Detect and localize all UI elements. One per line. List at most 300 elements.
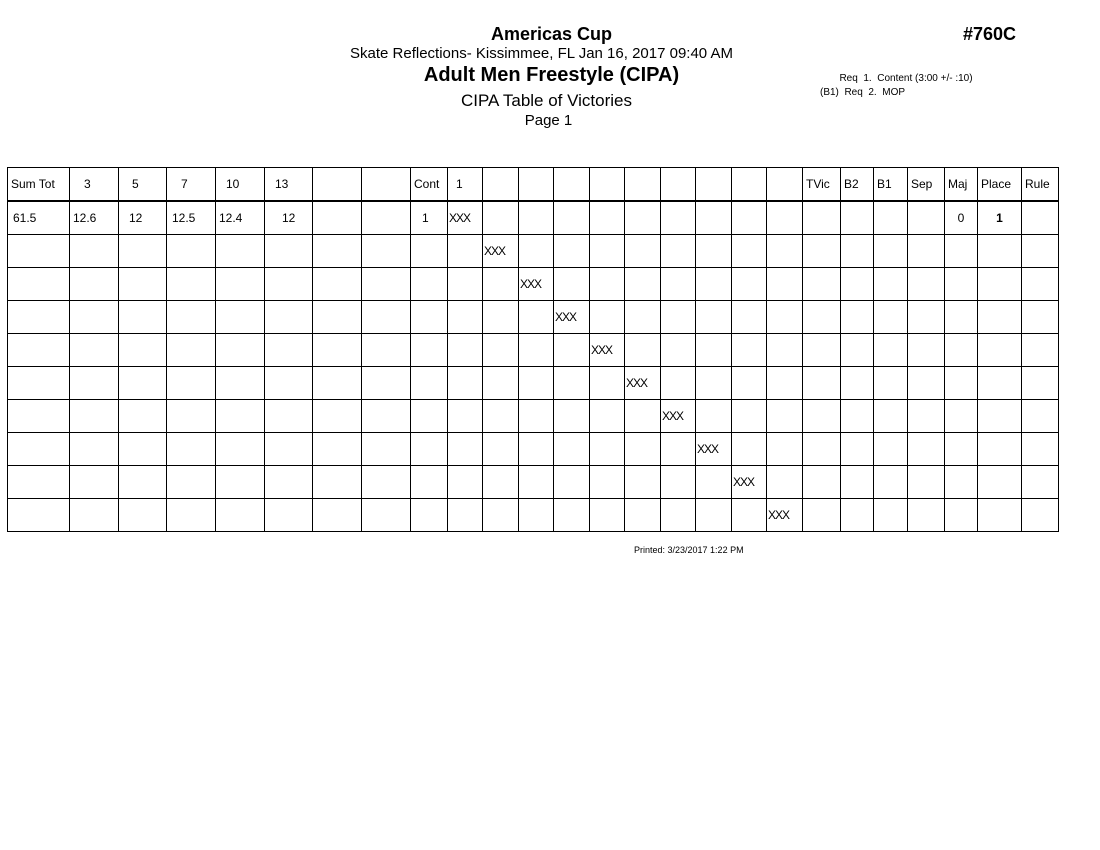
table-cell	[362, 201, 411, 235]
table-cell	[167, 301, 216, 334]
table-cell	[448, 235, 483, 268]
table-cell	[661, 301, 696, 334]
table-cell	[119, 466, 167, 499]
table-cell	[732, 268, 767, 301]
table-cell	[448, 268, 483, 301]
table-cell	[978, 301, 1022, 334]
table-cell	[265, 499, 313, 532]
table-row	[8, 433, 1059, 466]
table-cell	[803, 367, 841, 400]
column-header	[767, 168, 803, 202]
table-cell	[945, 466, 978, 499]
self-comparison-mark: XXX	[767, 499, 803, 532]
table-cell	[732, 433, 767, 466]
table-cell	[448, 499, 483, 532]
table-row	[8, 334, 1059, 367]
table-cell	[411, 499, 448, 532]
table-cell	[70, 499, 119, 532]
table-cell	[119, 400, 167, 433]
table-cell	[554, 201, 590, 235]
table-cell	[767, 268, 803, 301]
table-cell	[625, 466, 661, 499]
table-cell	[119, 433, 167, 466]
table-cell	[945, 433, 978, 466]
table-cell	[978, 235, 1022, 268]
requirement-1: Req 1. Content (3:00 +/- :10)	[820, 73, 973, 84]
table-cell	[313, 433, 362, 466]
table-cell	[313, 235, 362, 268]
table-cell	[411, 400, 448, 433]
table-cell	[841, 268, 874, 301]
table-cell	[661, 367, 696, 400]
table-cell: 12	[265, 201, 313, 235]
table-cell	[590, 268, 625, 301]
table-cell	[908, 301, 945, 334]
table-cell	[908, 433, 945, 466]
table-cell	[625, 499, 661, 532]
table-cell	[265, 235, 313, 268]
table-cell	[70, 334, 119, 367]
table-cell	[803, 301, 841, 334]
event-name: Adult Men Freestyle (CIPA)	[423, 64, 680, 86]
table-cell	[216, 400, 265, 433]
event-code: #760C	[963, 24, 1017, 44]
table-cell	[661, 334, 696, 367]
table-cell	[1022, 433, 1059, 466]
table-cell	[448, 433, 483, 466]
table-cell	[448, 301, 483, 334]
self-comparison-mark: XXX	[590, 334, 625, 367]
table-cell	[696, 334, 732, 367]
table-cell	[696, 201, 732, 235]
table-cell	[945, 268, 978, 301]
table-cell	[8, 268, 70, 301]
table-cell	[590, 201, 625, 235]
column-header: B1	[874, 168, 908, 202]
table-cell	[1022, 367, 1059, 400]
table-cell	[483, 499, 519, 532]
table-cell	[908, 201, 945, 235]
column-header	[362, 168, 411, 202]
page-number: Page 1	[524, 112, 573, 129]
column-header: 7	[167, 168, 216, 202]
table-cell	[803, 235, 841, 268]
table-cell	[519, 201, 554, 235]
table-cell: 12.4	[216, 201, 265, 235]
table-cell	[874, 400, 908, 433]
table-cell	[696, 301, 732, 334]
table-cell	[216, 433, 265, 466]
table-cell	[519, 334, 554, 367]
table-cell	[8, 301, 70, 334]
table-cell	[70, 235, 119, 268]
table-cell	[945, 400, 978, 433]
table-cell	[167, 334, 216, 367]
table-cell	[625, 235, 661, 268]
table-cell	[1022, 301, 1059, 334]
table-cell	[265, 367, 313, 400]
table-cell	[216, 235, 265, 268]
table-cell	[767, 400, 803, 433]
printed-timestamp: Printed: 3/23/2017 1:22 PM	[634, 545, 744, 555]
table-cell	[908, 400, 945, 433]
table-cell	[362, 301, 411, 334]
table-cell	[483, 268, 519, 301]
table-cell	[362, 466, 411, 499]
table-cell	[8, 433, 70, 466]
table-row	[8, 235, 1059, 268]
table-cell	[1022, 334, 1059, 367]
table-cell	[874, 367, 908, 400]
table-cell	[167, 466, 216, 499]
table-cell	[70, 367, 119, 400]
table-cell	[8, 334, 70, 367]
column-header	[483, 168, 519, 202]
self-comparison-mark: XXX	[732, 466, 767, 499]
table-row	[8, 201, 1059, 235]
table-cell	[362, 334, 411, 367]
column-header: B2	[841, 168, 874, 202]
column-header: 10	[216, 168, 265, 202]
column-header	[313, 168, 362, 202]
table-cell	[1022, 400, 1059, 433]
table-cell	[625, 334, 661, 367]
table-cell	[554, 433, 590, 466]
table-cell	[313, 367, 362, 400]
table-cell	[732, 400, 767, 433]
table-cell	[167, 235, 216, 268]
table-cell	[519, 235, 554, 268]
table-cell	[732, 499, 767, 532]
table-cell	[841, 334, 874, 367]
table-cell	[483, 201, 519, 235]
table-cell	[908, 367, 945, 400]
table-cell	[119, 499, 167, 532]
table-cell	[696, 499, 732, 532]
table-cell	[554, 400, 590, 433]
column-header	[519, 168, 554, 202]
table-cell	[411, 235, 448, 268]
table-cell	[696, 268, 732, 301]
table-cell	[8, 400, 70, 433]
table-cell: 12.5	[167, 201, 216, 235]
table-cell	[696, 466, 732, 499]
table-title: CIPA Table of Victories	[460, 91, 633, 110]
table-cell	[265, 268, 313, 301]
table-cell	[265, 400, 313, 433]
requirement-2: (B1) Req 2. MOP	[820, 87, 906, 98]
table-cell	[362, 367, 411, 400]
table-cell	[554, 235, 590, 268]
table-cell	[803, 400, 841, 433]
header-row	[8, 168, 1059, 202]
table-cell	[313, 400, 362, 433]
table-cell	[732, 334, 767, 367]
table-cell	[908, 466, 945, 499]
table-cell	[945, 301, 978, 334]
table-cell	[767, 334, 803, 367]
table-cell	[803, 334, 841, 367]
table-cell	[978, 499, 1022, 532]
table-cell	[874, 499, 908, 532]
table-cell	[313, 499, 362, 532]
table-cell	[945, 334, 978, 367]
table-cell	[167, 499, 216, 532]
table-cell	[978, 334, 1022, 367]
self-comparison-mark: XXX	[554, 301, 590, 334]
table-cell	[265, 334, 313, 367]
table-cell	[448, 400, 483, 433]
table-cell	[483, 433, 519, 466]
table-cell	[411, 367, 448, 400]
table-cell	[841, 235, 874, 268]
table-cell	[803, 201, 841, 235]
table-cell	[590, 499, 625, 532]
table-cell	[978, 433, 1022, 466]
table-cell	[216, 334, 265, 367]
table-cell	[696, 400, 732, 433]
table-cell	[362, 235, 411, 268]
table-cell	[874, 334, 908, 367]
table-cell	[767, 201, 803, 235]
table-cell	[70, 400, 119, 433]
table-cell: 12	[119, 201, 167, 235]
table-cell	[554, 466, 590, 499]
table-cell	[767, 433, 803, 466]
table-cell	[874, 466, 908, 499]
table-cell	[519, 301, 554, 334]
column-header: 5	[119, 168, 167, 202]
table-cell	[313, 268, 362, 301]
table-cell	[978, 367, 1022, 400]
table-cell	[841, 433, 874, 466]
table-cell	[70, 433, 119, 466]
table-cell	[8, 235, 70, 268]
table-row	[8, 301, 1059, 334]
column-header: Sum Tot	[8, 168, 70, 202]
table-cell	[167, 400, 216, 433]
table-cell	[696, 235, 732, 268]
table-cell	[411, 334, 448, 367]
table-row	[8, 466, 1059, 499]
table-row	[8, 499, 1059, 532]
table-cell	[313, 301, 362, 334]
self-comparison-mark: XXX	[519, 268, 554, 301]
table-cell	[313, 201, 362, 235]
table-cell	[519, 367, 554, 400]
table-cell	[70, 268, 119, 301]
self-comparison-mark: XXX	[483, 235, 519, 268]
table-cell	[411, 433, 448, 466]
table-cell	[119, 268, 167, 301]
column-header	[696, 168, 732, 202]
table-cell	[167, 433, 216, 466]
table-cell	[874, 301, 908, 334]
column-header: Sep	[908, 168, 945, 202]
self-comparison-mark: XXX	[661, 400, 696, 433]
table-cell	[265, 466, 313, 499]
column-header	[661, 168, 696, 202]
table-cell	[119, 301, 167, 334]
table-cell	[411, 301, 448, 334]
table-cell	[216, 499, 265, 532]
column-header: TVic	[803, 168, 841, 202]
table-cell	[590, 301, 625, 334]
table-cell	[945, 235, 978, 268]
table-cell	[978, 400, 1022, 433]
table-row	[8, 367, 1059, 400]
table-cell	[661, 433, 696, 466]
column-header: 1	[448, 168, 483, 202]
table-cell	[803, 499, 841, 532]
table-cell	[661, 235, 696, 268]
table-cell	[625, 400, 661, 433]
table-cell	[945, 499, 978, 532]
table-cell	[661, 499, 696, 532]
table-cell	[590, 367, 625, 400]
table-cell	[554, 499, 590, 532]
table-cell	[519, 466, 554, 499]
table-cell	[167, 268, 216, 301]
table-cell	[625, 268, 661, 301]
column-header: Maj	[945, 168, 978, 202]
table-cell: 0	[945, 201, 978, 235]
table-cell	[661, 466, 696, 499]
table-cell	[313, 334, 362, 367]
table-cell	[841, 201, 874, 235]
column-header: 13	[265, 168, 313, 202]
table-cell	[908, 499, 945, 532]
table-cell	[908, 268, 945, 301]
table-cell	[590, 400, 625, 433]
table-cell	[978, 466, 1022, 499]
table-cell	[483, 367, 519, 400]
table-cell: 1	[978, 201, 1022, 235]
table-cell: 1	[411, 201, 448, 235]
table-cell	[483, 466, 519, 499]
competition-title: Americas Cup	[490, 24, 613, 44]
column-header	[554, 168, 590, 202]
table-cell	[448, 367, 483, 400]
table-cell	[590, 235, 625, 268]
table-cell	[661, 201, 696, 235]
column-header	[590, 168, 625, 202]
table-cell	[978, 268, 1022, 301]
table-cell	[625, 433, 661, 466]
table-cell	[119, 367, 167, 400]
table-cell	[767, 466, 803, 499]
table-cell	[767, 235, 803, 268]
table-cell	[803, 268, 841, 301]
column-header: Rule	[1022, 168, 1059, 202]
table-cell	[70, 301, 119, 334]
table-cell	[362, 499, 411, 532]
table-cell: 61.5	[8, 201, 70, 235]
table-cell	[841, 400, 874, 433]
table-cell	[216, 268, 265, 301]
table-row	[8, 400, 1059, 433]
table-cell	[411, 466, 448, 499]
table-cell	[874, 268, 908, 301]
table-cell	[483, 334, 519, 367]
table-cell: 12.6	[70, 201, 119, 235]
table-cell	[874, 201, 908, 235]
table-cell	[590, 466, 625, 499]
table-cell	[216, 466, 265, 499]
table-cell	[216, 301, 265, 334]
table-cell	[803, 466, 841, 499]
table-cell	[908, 235, 945, 268]
table-cell	[841, 301, 874, 334]
table-cell	[362, 268, 411, 301]
table-cell	[803, 433, 841, 466]
table-cell	[519, 400, 554, 433]
column-header: 3	[70, 168, 119, 202]
self-comparison-mark: XXX	[448, 201, 483, 235]
self-comparison-mark: XXX	[696, 433, 732, 466]
victories-table	[7, 167, 1059, 532]
table-cell	[8, 499, 70, 532]
table-cell	[732, 301, 767, 334]
table-row	[8, 268, 1059, 301]
table-cell	[1022, 201, 1059, 235]
table-cell	[841, 466, 874, 499]
table-cell	[448, 466, 483, 499]
table-cell	[767, 367, 803, 400]
table-cell	[732, 235, 767, 268]
table-cell	[767, 301, 803, 334]
column-header: Place	[978, 168, 1022, 202]
table-cell	[625, 201, 661, 235]
table-cell	[519, 499, 554, 532]
table-cell	[908, 334, 945, 367]
table-cell	[119, 334, 167, 367]
table-cell	[70, 466, 119, 499]
table-cell	[554, 268, 590, 301]
table-cell	[590, 433, 625, 466]
venue-datetime: Skate Reflections- Kissimmee, FL Jan 16, 2017 09:40 AM	[350, 45, 733, 62]
table-cell	[945, 367, 978, 400]
table-cell	[1022, 466, 1059, 499]
table-cell	[841, 367, 874, 400]
table-cell	[1022, 499, 1059, 532]
table-cell	[554, 334, 590, 367]
table-cell	[448, 334, 483, 367]
table-cell	[554, 367, 590, 400]
table-cell	[313, 466, 362, 499]
table-cell	[625, 301, 661, 334]
table-cell	[1022, 268, 1059, 301]
table-cell	[216, 367, 265, 400]
table-cell	[483, 400, 519, 433]
table-cell	[841, 499, 874, 532]
table-cell	[732, 367, 767, 400]
table-cell	[265, 433, 313, 466]
table-cell	[8, 367, 70, 400]
table-cell	[411, 268, 448, 301]
column-header	[625, 168, 661, 202]
table-cell	[167, 367, 216, 400]
table-cell	[874, 235, 908, 268]
table-cell	[265, 301, 313, 334]
column-header: Cont	[411, 168, 448, 202]
table-cell	[119, 235, 167, 268]
table-cell	[483, 301, 519, 334]
table-cell	[874, 433, 908, 466]
self-comparison-mark: XXX	[625, 367, 661, 400]
column-header	[732, 168, 767, 202]
table-cell	[362, 400, 411, 433]
